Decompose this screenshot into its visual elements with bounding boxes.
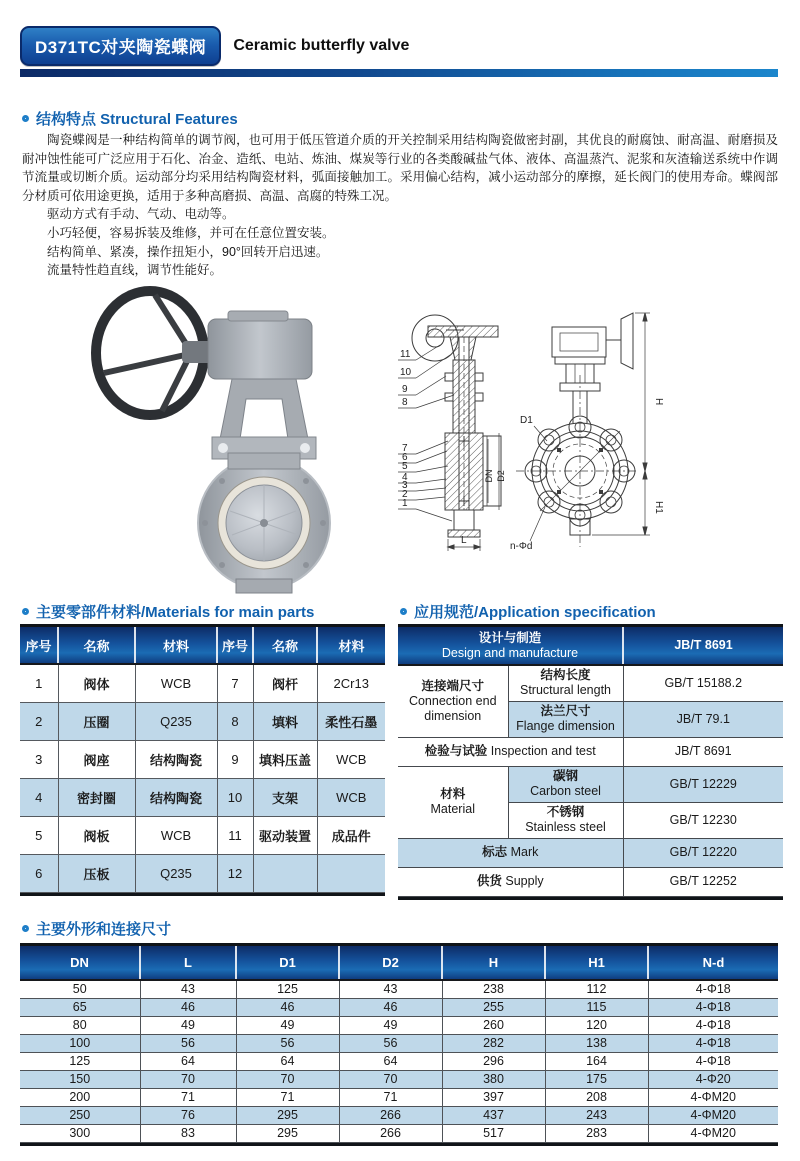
table-cell: 115 — [545, 998, 648, 1016]
table-row — [20, 1034, 778, 1052]
part-label: 5 — [402, 461, 408, 472]
table-cell: WCB — [135, 816, 217, 854]
table-cell: 阀座 — [58, 740, 135, 778]
table-cell: 支架 — [253, 778, 317, 816]
col-header: JB/T 8691 — [623, 627, 783, 665]
table-cell: 43 — [339, 980, 442, 998]
table-cell: 397 — [442, 1088, 545, 1106]
table-row — [398, 665, 783, 701]
feature-paragraph: 驱动方式有手动、气动、电动等。 — [47, 207, 235, 222]
dim-label-H: H — [653, 398, 664, 406]
table-cell — [398, 766, 508, 838]
section-title-dimensions — [22, 918, 171, 939]
col-header: H1 — [545, 946, 648, 980]
table-cell: 驱动装置 — [253, 816, 317, 854]
table-cell: 46 — [339, 998, 442, 1016]
table-cell: 9 — [217, 740, 253, 778]
dim-label-DN: DN — [484, 469, 494, 483]
part-label: 3 — [402, 480, 408, 491]
cell-zh: 碳钢 — [553, 769, 579, 783]
table-row — [20, 778, 385, 816]
feature-paragraph: 小巧轻便，容易拆装及维修，并可在任意位置安装。 — [47, 225, 335, 240]
table-cell: 压圈 — [58, 702, 135, 740]
table-cell: GB/T 12252 — [623, 867, 783, 896]
part-label: 11 — [400, 349, 411, 360]
table-cell: 64 — [140, 1052, 236, 1070]
table-cell: 4 — [20, 778, 58, 816]
table-cell: 250 — [20, 1106, 140, 1124]
table-cell: 49 — [339, 1016, 442, 1034]
table-cell: 1 — [20, 664, 58, 702]
dim-label-nd: n-Φd — [510, 541, 533, 552]
feature-paragraph: 流量特性趋直线，调节性能好。 — [47, 263, 223, 278]
col-header: 名称 — [253, 627, 317, 664]
table-cell — [398, 838, 623, 867]
model-badge: D371TC对夹陶瓷蝶阀 — [20, 26, 221, 66]
table-cell: 255 — [442, 998, 545, 1016]
table-cell: 164 — [545, 1052, 648, 1070]
col-header — [398, 627, 623, 665]
table-row — [398, 867, 783, 896]
cell-en: Structural length — [519, 683, 612, 698]
section-bullet-icon — [22, 925, 29, 932]
table-cell: 阀杆 — [253, 664, 317, 702]
table-cell: 120 — [545, 1016, 648, 1034]
features-paragraphs — [22, 131, 778, 280]
table-cell: 密封圈 — [58, 778, 135, 816]
table-cell: GB/T 15188.2 — [623, 665, 783, 701]
table-cell — [508, 802, 623, 838]
table-cell: 柔性石墨 — [317, 702, 385, 740]
table-cell: 282 — [442, 1034, 545, 1052]
table-cell: 8 — [217, 702, 253, 740]
cell-en: Stainless steel — [525, 820, 606, 834]
table-cell: 4-ΦM20 — [648, 1088, 778, 1106]
table-cell: GB/T 12229 — [623, 766, 783, 802]
table-cell: 4-Φ20 — [648, 1070, 778, 1088]
table-cell: 4-Φ18 — [648, 998, 778, 1016]
table-cell: 208 — [545, 1088, 648, 1106]
part-label: 6 — [402, 452, 408, 463]
table-cell: 50 — [20, 980, 140, 998]
table-header-row — [398, 627, 783, 665]
table-cell: 3 — [20, 740, 58, 778]
table-cell: 11 — [217, 816, 253, 854]
bottom-stub — [236, 579, 292, 593]
application-table — [398, 627, 783, 897]
part-label: 10 — [400, 367, 412, 378]
cell-zh: 检验与试验 — [424, 744, 488, 758]
valve-photo — [60, 283, 380, 595]
feature-paragraph: 陶瓷蝶阀是一种结构简单的调节阀，也可用于低压管道介质的开关控制采用结构陶瓷做密封副，其优良的耐腐蚀、耐高温、耐磨损及耐冲蚀性能可广泛应用于石化、冶金、造纸、电站、炼油、煤炭等行业的各类酸碱盐气体、液体、高温蒸汽、泥浆和灰渣输送系统中作调节流量或切断介质。运动部分均采用结构陶瓷材料，弧面接触加工。采用偏心结构，减小运动部分的摩擦，延长阀门的使用寿命。蝶阀部分材质可依用途更换，适用于多种高磨损、高温、高腐的特殊工况。 — [22, 133, 778, 203]
table-cell — [508, 766, 623, 802]
dim-label-H1: H1 — [653, 501, 664, 514]
table-cell: 5 — [20, 816, 58, 854]
table-cell: 295 — [236, 1124, 339, 1142]
cell-en: Material — [430, 802, 475, 816]
application-table-wrap — [398, 624, 783, 900]
cell-en: Inspection and test — [490, 744, 596, 758]
table-row — [20, 1106, 778, 1124]
table-cell — [253, 854, 317, 892]
section-title-text: 主要外形和连接尺寸 — [36, 921, 172, 938]
section-bullet-icon — [22, 608, 29, 615]
table-cell: 结构陶瓷 — [135, 740, 217, 778]
table-cell: 56 — [236, 1034, 339, 1052]
cell-en: Connection end dimension — [408, 693, 497, 723]
table-cell: JB/T 8691 — [623, 737, 783, 766]
feature-paragraph: 结构简单、紧凑，操作扭矩小，90°回转开启迅速。 — [47, 244, 329, 259]
table-row — [398, 766, 783, 802]
table-row — [20, 998, 778, 1016]
table-cell: 2Cr13 — [317, 664, 385, 702]
dim-label-D1: D1 — [520, 415, 533, 426]
table-cell: 4-Φ18 — [648, 980, 778, 998]
table-cell: 56 — [140, 1034, 236, 1052]
table-cell: 4-ΦM20 — [648, 1124, 778, 1142]
table-cell: 4-Φ18 — [648, 1016, 778, 1034]
table-header-row — [20, 946, 778, 980]
table-cell: 71 — [236, 1088, 339, 1106]
table-cell: 125 — [236, 980, 339, 998]
table-cell: 83 — [140, 1124, 236, 1142]
table-cell: 260 — [442, 1016, 545, 1034]
table-cell: 49 — [236, 1016, 339, 1034]
table-cell — [508, 701, 623, 737]
col-header: 序号 — [20, 627, 58, 664]
table-cell: GB/T 12220 — [623, 838, 783, 867]
table-cell: 283 — [545, 1124, 648, 1142]
table-cell: 压板 — [58, 854, 135, 892]
page-header — [20, 26, 409, 66]
dim-label-L: L — [461, 535, 467, 546]
table-cell: 填料压盖 — [253, 740, 317, 778]
table-cell: 380 — [442, 1070, 545, 1088]
gearbox — [208, 319, 312, 379]
dim-label-D2: D2 — [496, 470, 506, 482]
col-header: DN — [20, 946, 140, 980]
part-label: 7 — [402, 443, 408, 454]
table-cell: 64 — [339, 1052, 442, 1070]
table-cell: 10 — [217, 778, 253, 816]
table-cell: Q235 — [135, 854, 217, 892]
table-row — [20, 1070, 778, 1088]
table-row — [20, 702, 385, 740]
cell-en: Supply — [505, 874, 544, 888]
table-cell: 56 — [339, 1034, 442, 1052]
page-title: Ceramic butterfly valve — [233, 37, 410, 54]
table-cell: JB/T 79.1 — [623, 701, 783, 737]
table-cell: 46 — [236, 998, 339, 1016]
part-label: 2 — [402, 489, 408, 500]
table-cell: 437 — [442, 1106, 545, 1124]
col-header: 材料 — [317, 627, 385, 664]
table-cell: 70 — [236, 1070, 339, 1088]
table-cell: 200 — [20, 1088, 140, 1106]
table-cell: 成品件 — [317, 816, 385, 854]
dimensions-table — [20, 946, 778, 1143]
header-divider — [20, 69, 778, 77]
part-label: 9 — [402, 384, 408, 395]
materials-table — [20, 627, 385, 893]
table-cell: 266 — [339, 1124, 442, 1142]
table-cell: 238 — [442, 980, 545, 998]
col-header: D2 — [339, 946, 442, 980]
col-header: L — [140, 946, 236, 980]
table-cell: 517 — [442, 1124, 545, 1142]
table-cell: WCB — [317, 740, 385, 778]
table-cell: WCB — [317, 778, 385, 816]
table-cell: 43 — [140, 980, 236, 998]
table-cell: 70 — [140, 1070, 236, 1088]
table-cell: 46 — [140, 998, 236, 1016]
cell-en: Mark — [510, 845, 539, 859]
cell-zh: 材料 — [440, 787, 466, 801]
section-title-text: 应用规范/Application specification — [414, 604, 656, 621]
table-cell: 7 — [217, 664, 253, 702]
col-header: 名称 — [58, 627, 135, 664]
section-title-features — [22, 108, 238, 129]
table-cell — [398, 665, 508, 737]
section-bullet-icon — [22, 115, 29, 122]
table-cell: 阀体 — [58, 664, 135, 702]
table-cell: 266 — [339, 1106, 442, 1124]
table-row — [20, 854, 385, 892]
table-cell: 结构陶瓷 — [135, 778, 217, 816]
table-cell: 295 — [236, 1106, 339, 1124]
yoke — [220, 379, 308, 439]
table-cell: 4-Φ18 — [648, 1034, 778, 1052]
materials-table-wrap — [20, 624, 385, 896]
technical-drawing — [388, 283, 788, 595]
cell-zh: 供货 — [476, 874, 502, 888]
table-cell: 80 — [20, 1016, 140, 1034]
table-row — [20, 980, 778, 998]
table-cell — [398, 867, 623, 896]
table-row — [20, 1052, 778, 1070]
section-title-application — [400, 601, 656, 622]
table-cell: 49 — [140, 1016, 236, 1034]
table-cell: GB/T 12230 — [623, 802, 783, 838]
table-cell: 6 — [20, 854, 58, 892]
table-cell: 112 — [545, 980, 648, 998]
table-row — [398, 737, 783, 766]
col-header: 序号 — [217, 627, 253, 664]
table-row — [20, 1124, 778, 1142]
table-row — [20, 664, 385, 702]
table-cell: 70 — [339, 1070, 442, 1088]
table-cell: 100 — [20, 1034, 140, 1052]
table-cell: 150 — [20, 1070, 140, 1088]
table-row — [20, 816, 385, 854]
section-title-text: 主要零部件材料/Materials for main parts — [36, 604, 315, 621]
table-cell — [508, 665, 623, 701]
header-en: Design and manufacture — [441, 645, 579, 660]
table-cell: 阀板 — [58, 816, 135, 854]
table-cell: 12 — [217, 854, 253, 892]
section-title-materials — [22, 601, 314, 622]
table-cell: 2 — [20, 702, 58, 740]
part-label: 4 — [402, 472, 408, 483]
col-header: N-d — [648, 946, 778, 980]
table-row — [20, 740, 385, 778]
table-cell — [398, 737, 623, 766]
table-cell: 4-ΦM20 — [648, 1106, 778, 1124]
table-header-row — [20, 627, 385, 664]
table-cell: 71 — [140, 1088, 236, 1106]
table-cell: 125 — [20, 1052, 140, 1070]
table-cell: 填料 — [253, 702, 317, 740]
table-cell: Q235 — [135, 702, 217, 740]
cell-en: Flange dimension — [516, 719, 615, 733]
col-header: 材料 — [135, 627, 217, 664]
table-cell: 4-Φ18 — [648, 1052, 778, 1070]
table-cell: 300 — [20, 1124, 140, 1142]
table-cell: 243 — [545, 1106, 648, 1124]
cell-zh: 标志 — [482, 845, 508, 859]
cell-zh: 结构长度 — [540, 668, 591, 683]
table-row — [20, 1016, 778, 1034]
dimensions-table-wrap — [20, 943, 778, 1146]
cell-zh: 连接端尺寸 — [421, 678, 484, 693]
table-cell: 65 — [20, 998, 140, 1016]
table-cell: 296 — [442, 1052, 545, 1070]
table-row — [398, 838, 783, 867]
col-header: D1 — [236, 946, 339, 980]
col-header: H — [442, 946, 545, 980]
table-cell: 175 — [545, 1070, 648, 1088]
header-zh: 设计与制造 — [478, 630, 542, 645]
table-cell: 76 — [140, 1106, 236, 1124]
table-cell — [317, 854, 385, 892]
part-label: 8 — [402, 397, 408, 408]
cell-zh: 不锈钢 — [546, 805, 585, 819]
part-label: 1 — [402, 498, 408, 509]
table-cell: WCB — [135, 664, 217, 702]
table-cell: 64 — [236, 1052, 339, 1070]
cell-zh: 法兰尺寸 — [540, 704, 591, 718]
section-bullet-icon — [400, 608, 407, 615]
table-cell: 138 — [545, 1034, 648, 1052]
cell-en: Carbon steel — [530, 784, 601, 798]
section-title-text: 结构特点 Structural Features — [36, 111, 238, 128]
table-cell: 71 — [339, 1088, 442, 1106]
table-row — [20, 1088, 778, 1106]
